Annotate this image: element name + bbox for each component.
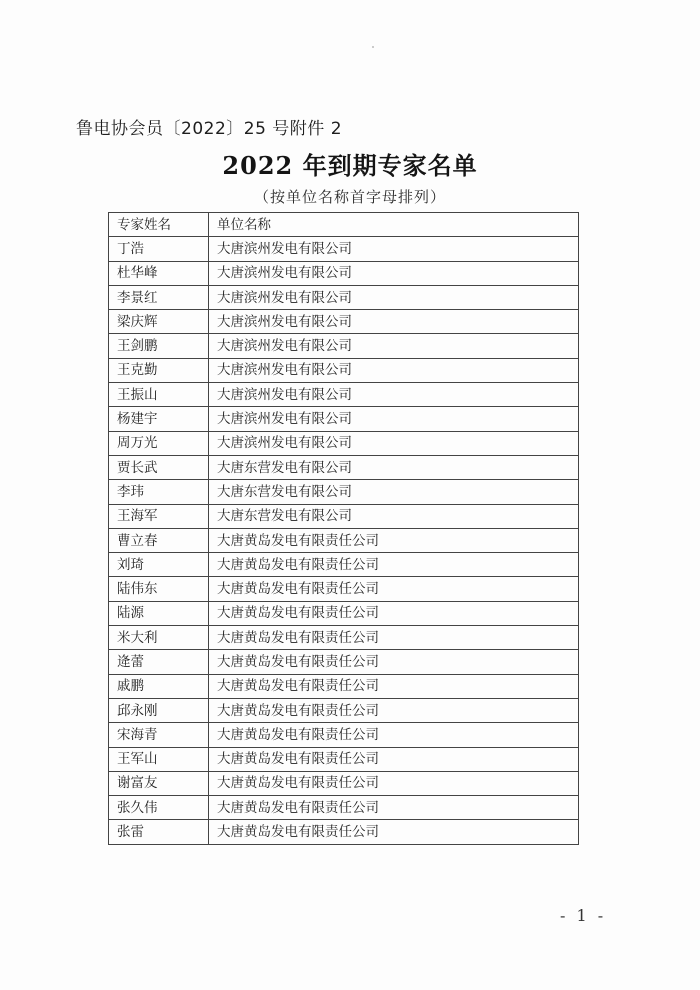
expert-name-cell: 王军山 xyxy=(109,747,209,771)
unit-name-cell: 大唐黄岛发电有限责任公司 xyxy=(209,650,579,674)
expert-name-cell: 王振山 xyxy=(109,383,209,407)
table-row xyxy=(109,383,579,407)
expert-name-cell: 陆源 xyxy=(109,601,209,625)
unit-name-cell: 大唐滨州发电有限公司 xyxy=(209,358,579,382)
table-row xyxy=(109,747,579,771)
unit-name-cell: 大唐黄岛发电有限责任公司 xyxy=(209,601,579,625)
expert-name-cell: 丁浩 xyxy=(109,237,209,261)
unit-name-cell: 大唐滨州发电有限公司 xyxy=(209,237,579,261)
unit-name-cell: 大唐黄岛发电有限责任公司 xyxy=(209,771,579,795)
unit-name-cell: 大唐黄岛发电有限责任公司 xyxy=(209,698,579,722)
unit-name-cell: 大唐滨州发电有限公司 xyxy=(209,334,579,358)
expert-name-cell: 张雷 xyxy=(109,820,209,844)
table-row xyxy=(109,796,579,820)
expert-name-cell: 陆伟东 xyxy=(109,577,209,601)
column-header-name: 专家姓名 xyxy=(109,213,209,237)
unit-name-cell: 大唐滨州发电有限公司 xyxy=(209,431,579,455)
expert-name-cell: 王克勤 xyxy=(109,358,209,382)
table-row xyxy=(109,407,579,431)
unit-name-cell: 大唐黄岛发电有限责任公司 xyxy=(209,796,579,820)
unit-name-cell: 大唐黄岛发电有限责任公司 xyxy=(209,747,579,771)
table-row xyxy=(109,504,579,528)
table-row xyxy=(109,723,579,747)
expert-name-cell: 杜华峰 xyxy=(109,261,209,285)
expert-name-cell: 逄蕾 xyxy=(109,650,209,674)
page-number: - 1 - xyxy=(560,906,607,925)
expert-name-cell: 王剑鹏 xyxy=(109,334,209,358)
table-row xyxy=(109,626,579,650)
table-header-row xyxy=(109,213,579,237)
table-row xyxy=(109,237,579,261)
unit-name-cell: 大唐滨州发电有限公司 xyxy=(209,261,579,285)
unit-name-cell: 大唐黄岛发电有限责任公司 xyxy=(209,626,579,650)
expert-name-cell: 梁庆辉 xyxy=(109,310,209,334)
expert-name-cell: 刘琦 xyxy=(109,553,209,577)
unit-name-cell: 大唐黄岛发电有限责任公司 xyxy=(209,674,579,698)
unit-name-cell: 大唐东营发电有限公司 xyxy=(209,455,579,479)
unit-name-cell: 大唐黄岛发电有限责任公司 xyxy=(209,820,579,844)
table-row xyxy=(109,820,579,844)
page-title: 2022 年到期专家名单 xyxy=(222,151,478,180)
table-row xyxy=(109,698,579,722)
expert-name-cell: 米大利 xyxy=(109,626,209,650)
table-body xyxy=(109,237,579,844)
column-header-unit: 单位名称 xyxy=(209,213,579,237)
unit-name-cell: 大唐东营发电有限公司 xyxy=(209,480,579,504)
unit-name-cell: 大唐滨州发电有限公司 xyxy=(209,285,579,309)
expert-name-cell: 周万光 xyxy=(109,431,209,455)
unit-name-cell: 大唐黄岛发电有限责任公司 xyxy=(209,577,579,601)
table-row xyxy=(109,601,579,625)
table-row xyxy=(109,431,579,455)
table-row xyxy=(109,261,579,285)
unit-name-cell: 大唐滨州发电有限公司 xyxy=(209,383,579,407)
expert-name-cell: 李景红 xyxy=(109,285,209,309)
table-row xyxy=(109,771,579,795)
expert-name-cell: 宋海青 xyxy=(109,723,209,747)
expert-name-cell: 王海军 xyxy=(109,504,209,528)
unit-name-cell: 大唐黄岛发电有限责任公司 xyxy=(209,528,579,552)
table-row xyxy=(109,650,579,674)
unit-name-cell: 大唐滨州发电有限公司 xyxy=(209,310,579,334)
table-row xyxy=(109,310,579,334)
table-row xyxy=(109,528,579,552)
expert-table xyxy=(108,212,579,845)
expert-name-cell: 贾长武 xyxy=(109,455,209,479)
table-row xyxy=(109,285,579,309)
table-row xyxy=(109,577,579,601)
expert-name-cell: 杨建宇 xyxy=(109,407,209,431)
table-row xyxy=(109,674,579,698)
expert-name-cell: 李玮 xyxy=(109,480,209,504)
table-row xyxy=(109,553,579,577)
table-row xyxy=(109,358,579,382)
expert-name-cell: 张久伟 xyxy=(109,796,209,820)
scan-speck xyxy=(372,46,374,48)
table-row xyxy=(109,334,579,358)
expert-name-cell: 戚鹏 xyxy=(109,674,209,698)
page-subtitle: （按单位名称首字母排列） xyxy=(253,188,446,206)
expert-name-cell: 谢富友 xyxy=(109,771,209,795)
expert-name-cell: 曹立春 xyxy=(109,528,209,552)
table-row xyxy=(109,455,579,479)
unit-name-cell: 大唐黄岛发电有限责任公司 xyxy=(209,723,579,747)
unit-name-cell: 大唐东营发电有限公司 xyxy=(209,504,579,528)
unit-name-cell: 大唐黄岛发电有限责任公司 xyxy=(209,553,579,577)
unit-name-cell: 大唐滨州发电有限公司 xyxy=(209,407,579,431)
table-row xyxy=(109,480,579,504)
document-reference: 鲁电协会员〔2022〕25 号附件 2 xyxy=(76,119,343,139)
expert-name-cell: 邱永刚 xyxy=(109,698,209,722)
